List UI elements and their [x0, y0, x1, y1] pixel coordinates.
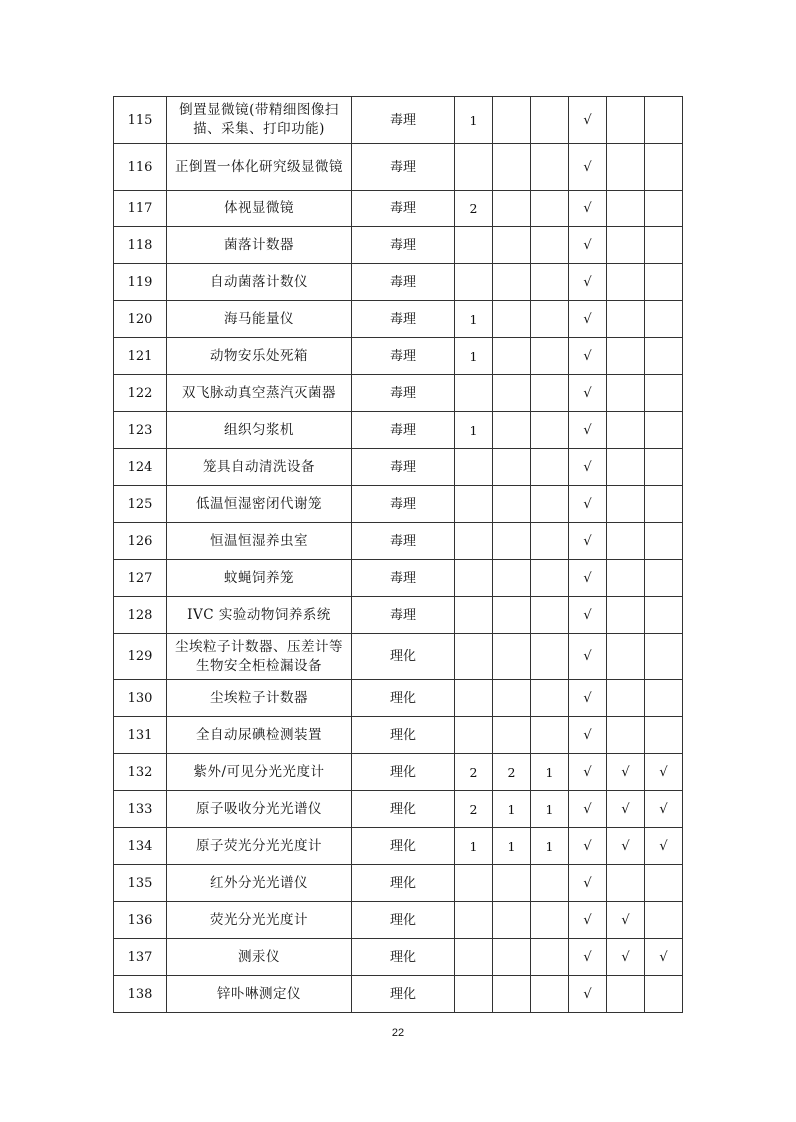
check-3-cell [645, 412, 683, 449]
count-3-cell [531, 634, 569, 680]
equipment-table [113, 96, 683, 1013]
table-row [114, 791, 683, 828]
check-2-cell [607, 634, 645, 680]
count-1-cell [455, 449, 493, 486]
check-2-cell [607, 264, 645, 301]
check-3-cell [645, 191, 683, 227]
department-cell: 毒理 [352, 412, 455, 449]
check-3-cell: √ [645, 791, 683, 828]
equipment-name-cell: IVC 实验动物饲养系统 [167, 597, 352, 634]
equipment-name-cell: 荧光分光光度计 [167, 902, 352, 939]
check-1-cell: √ [569, 902, 607, 939]
count-3-cell [531, 375, 569, 412]
check-2-cell [607, 680, 645, 717]
item-number-cell: 116 [114, 144, 167, 191]
equipment-name-cell: 紫外/可见分光光度计 [167, 754, 352, 791]
table-row [114, 754, 683, 791]
count-1-cell [455, 902, 493, 939]
count-2-cell [493, 939, 531, 976]
count-3-cell [531, 97, 569, 144]
item-number-cell: 121 [114, 338, 167, 375]
count-2-cell [493, 865, 531, 902]
equipment-name-cell: 恒温恒湿养虫室 [167, 523, 352, 560]
count-3-cell: 1 [531, 791, 569, 828]
check-3-cell [645, 227, 683, 264]
equipment-name-cell: 动物安乐处死箱 [167, 338, 352, 375]
equipment-name-cell: 正倒置一体化研究级显微镜 [167, 144, 352, 191]
equipment-name-cell: 倒置显微镜(带精细图像扫描、采集、打印功能) [167, 97, 352, 144]
check-3-cell [645, 449, 683, 486]
table-row [114, 338, 683, 375]
check-2-cell [607, 523, 645, 560]
check-1-cell: √ [569, 680, 607, 717]
department-cell: 理化 [352, 791, 455, 828]
check-3-cell [645, 680, 683, 717]
count-1-cell [455, 939, 493, 976]
count-2-cell [493, 634, 531, 680]
item-number-cell: 128 [114, 597, 167, 634]
check-1-cell: √ [569, 976, 607, 1013]
check-1-cell: √ [569, 375, 607, 412]
check-2-cell [607, 301, 645, 338]
check-2-cell [607, 191, 645, 227]
item-number-cell: 115 [114, 97, 167, 144]
item-number-cell: 130 [114, 680, 167, 717]
count-1-cell [455, 523, 493, 560]
check-3-cell [645, 523, 683, 560]
department-cell: 毒理 [352, 191, 455, 227]
check-1-cell: √ [569, 523, 607, 560]
count-3-cell [531, 191, 569, 227]
check-2-cell: √ [607, 902, 645, 939]
count-3-cell [531, 560, 569, 597]
check-3-cell: √ [645, 828, 683, 865]
check-1-cell: √ [569, 597, 607, 634]
count-1-cell: 1 [455, 301, 493, 338]
count-3-cell: 1 [531, 754, 569, 791]
check-3-cell [645, 486, 683, 523]
table-row [114, 717, 683, 754]
count-2-cell [493, 301, 531, 338]
department-cell: 毒理 [352, 560, 455, 597]
table-row [114, 523, 683, 560]
department-cell: 毒理 [352, 301, 455, 338]
item-number-cell: 117 [114, 191, 167, 227]
table-row [114, 227, 683, 264]
table-row [114, 412, 683, 449]
count-3-cell [531, 338, 569, 375]
equipment-name-cell: 体视显微镜 [167, 191, 352, 227]
check-3-cell [645, 301, 683, 338]
item-number-cell: 129 [114, 634, 167, 680]
check-3-cell [645, 144, 683, 191]
check-3-cell [645, 717, 683, 754]
department-cell: 毒理 [352, 486, 455, 523]
item-number-cell: 120 [114, 301, 167, 338]
check-2-cell [607, 97, 645, 144]
check-1-cell: √ [569, 486, 607, 523]
equipment-name-cell: 全自动尿碘检测装置 [167, 717, 352, 754]
count-1-cell [455, 264, 493, 301]
count-3-cell [531, 717, 569, 754]
equipment-name-cell: 原子吸收分光光谱仪 [167, 791, 352, 828]
check-3-cell [645, 634, 683, 680]
equipment-name-cell: 测汞仪 [167, 939, 352, 976]
equipment-name-cell: 海马能量仪 [167, 301, 352, 338]
check-2-cell [607, 597, 645, 634]
item-number-cell: 131 [114, 717, 167, 754]
item-number-cell: 137 [114, 939, 167, 976]
table-row [114, 902, 683, 939]
department-cell: 理化 [352, 634, 455, 680]
count-3-cell [531, 865, 569, 902]
count-1-cell: 2 [455, 754, 493, 791]
count-3-cell [531, 523, 569, 560]
table-row [114, 486, 683, 523]
check-2-cell [607, 338, 645, 375]
item-number-cell: 135 [114, 865, 167, 902]
department-cell: 毒理 [352, 449, 455, 486]
department-cell: 理化 [352, 680, 455, 717]
count-2-cell [493, 597, 531, 634]
check-2-cell [607, 865, 645, 902]
count-2-cell [493, 191, 531, 227]
check-2-cell [607, 486, 645, 523]
count-1-cell: 1 [455, 412, 493, 449]
check-2-cell [607, 227, 645, 264]
check-2-cell [607, 449, 645, 486]
check-3-cell [645, 264, 683, 301]
count-1-cell [455, 717, 493, 754]
equipment-name-cell: 双飞脉动真空蒸汽灭菌器 [167, 375, 352, 412]
check-1-cell: √ [569, 338, 607, 375]
department-cell: 理化 [352, 976, 455, 1013]
equipment-name-cell: 笼具自动清洗设备 [167, 449, 352, 486]
count-1-cell [455, 976, 493, 1013]
count-2-cell [493, 902, 531, 939]
department-cell: 理化 [352, 939, 455, 976]
check-1-cell: √ [569, 828, 607, 865]
count-3-cell [531, 412, 569, 449]
count-2-cell [493, 976, 531, 1013]
table-row [114, 191, 683, 227]
department-cell: 毒理 [352, 338, 455, 375]
count-3-cell [531, 227, 569, 264]
item-number-cell: 126 [114, 523, 167, 560]
count-3-cell [531, 939, 569, 976]
department-cell: 理化 [352, 902, 455, 939]
department-cell: 毒理 [352, 97, 455, 144]
count-1-cell: 2 [455, 791, 493, 828]
count-3-cell [531, 902, 569, 939]
equipment-name-cell: 尘埃粒子计数器 [167, 680, 352, 717]
count-2-cell [493, 449, 531, 486]
equipment-name-cell: 组织匀浆机 [167, 412, 352, 449]
table-row [114, 97, 683, 144]
check-2-cell [607, 560, 645, 597]
check-1-cell: √ [569, 412, 607, 449]
check-3-cell [645, 338, 683, 375]
equipment-name-cell: 尘埃粒子计数器、压差计等生物安全柜检漏设备 [167, 634, 352, 680]
check-2-cell: √ [607, 939, 645, 976]
count-3-cell [531, 144, 569, 191]
department-cell: 毒理 [352, 144, 455, 191]
table-row [114, 144, 683, 191]
count-1-cell [455, 375, 493, 412]
count-1-cell [455, 680, 493, 717]
table-row [114, 597, 683, 634]
count-3-cell [531, 976, 569, 1013]
table-row [114, 976, 683, 1013]
check-3-cell [645, 97, 683, 144]
check-3-cell [645, 902, 683, 939]
department-cell: 理化 [352, 828, 455, 865]
check-3-cell [645, 597, 683, 634]
department-cell: 理化 [352, 754, 455, 791]
check-2-cell: √ [607, 828, 645, 865]
count-3-cell [531, 301, 569, 338]
check-1-cell: √ [569, 791, 607, 828]
count-1-cell [455, 144, 493, 191]
count-1-cell: 2 [455, 191, 493, 227]
count-1-cell [455, 865, 493, 902]
equipment-name-cell: 锌卟啉测定仪 [167, 976, 352, 1013]
count-2-cell [493, 486, 531, 523]
table-row [114, 680, 683, 717]
item-number-cell: 134 [114, 828, 167, 865]
count-2-cell [493, 227, 531, 264]
check-1-cell: √ [569, 939, 607, 976]
equipment-name-cell: 低温恒湿密闭代谢笼 [167, 486, 352, 523]
equipment-name-cell: 红外分光光谱仪 [167, 865, 352, 902]
department-cell: 毒理 [352, 264, 455, 301]
check-3-cell [645, 865, 683, 902]
count-1-cell [455, 634, 493, 680]
table-row [114, 939, 683, 976]
table-row [114, 449, 683, 486]
equipment-name-cell: 菌落计数器 [167, 227, 352, 264]
item-number-cell: 124 [114, 449, 167, 486]
check-1-cell: √ [569, 191, 607, 227]
item-number-cell: 122 [114, 375, 167, 412]
count-3-cell [531, 597, 569, 634]
department-cell: 理化 [352, 865, 455, 902]
check-2-cell [607, 375, 645, 412]
check-1-cell: √ [569, 634, 607, 680]
count-1-cell: 1 [455, 828, 493, 865]
count-2-cell: 1 [493, 828, 531, 865]
count-1-cell [455, 560, 493, 597]
check-3-cell: √ [645, 754, 683, 791]
count-2-cell [493, 523, 531, 560]
department-cell: 毒理 [352, 375, 455, 412]
count-3-cell: 1 [531, 828, 569, 865]
item-number-cell: 119 [114, 264, 167, 301]
item-number-cell: 127 [114, 560, 167, 597]
check-1-cell: √ [569, 227, 607, 264]
equipment-name-cell: 自动菌落计数仪 [167, 264, 352, 301]
check-3-cell [645, 976, 683, 1013]
count-1-cell [455, 597, 493, 634]
check-2-cell: √ [607, 754, 645, 791]
table-row [114, 865, 683, 902]
check-1-cell: √ [569, 865, 607, 902]
department-cell: 毒理 [352, 523, 455, 560]
count-1-cell: 1 [455, 97, 493, 144]
table-row [114, 634, 683, 680]
count-1-cell [455, 227, 493, 264]
equipment-table-body [114, 97, 683, 1013]
equipment-name-cell: 原子荧光分光光度计 [167, 828, 352, 865]
item-number-cell: 133 [114, 791, 167, 828]
count-2-cell [493, 375, 531, 412]
check-2-cell [607, 976, 645, 1013]
count-2-cell [493, 144, 531, 191]
count-2-cell [493, 338, 531, 375]
table-row [114, 828, 683, 865]
item-number-cell: 125 [114, 486, 167, 523]
count-2-cell [493, 97, 531, 144]
item-number-cell: 132 [114, 754, 167, 791]
check-3-cell [645, 375, 683, 412]
count-2-cell [493, 264, 531, 301]
check-1-cell: √ [569, 560, 607, 597]
count-3-cell [531, 486, 569, 523]
table-row [114, 560, 683, 597]
item-number-cell: 138 [114, 976, 167, 1013]
check-2-cell [607, 144, 645, 191]
count-2-cell [493, 412, 531, 449]
check-2-cell: √ [607, 791, 645, 828]
equipment-name-cell: 蚊蝇饲养笼 [167, 560, 352, 597]
count-3-cell [531, 680, 569, 717]
check-2-cell [607, 717, 645, 754]
item-number-cell: 123 [114, 412, 167, 449]
check-1-cell: √ [569, 144, 607, 191]
department-cell: 理化 [352, 717, 455, 754]
page-number: 22 [391, 1027, 405, 1039]
count-3-cell [531, 449, 569, 486]
check-1-cell: √ [569, 754, 607, 791]
check-2-cell [607, 412, 645, 449]
count-2-cell: 2 [493, 754, 531, 791]
check-1-cell: √ [569, 449, 607, 486]
item-number-cell: 118 [114, 227, 167, 264]
check-1-cell: √ [569, 97, 607, 144]
count-1-cell [455, 486, 493, 523]
department-cell: 毒理 [352, 597, 455, 634]
item-number-cell: 136 [114, 902, 167, 939]
table-row [114, 301, 683, 338]
count-3-cell [531, 264, 569, 301]
table-row [114, 375, 683, 412]
check-1-cell: √ [569, 717, 607, 754]
count-2-cell: 1 [493, 791, 531, 828]
count-1-cell: 1 [455, 338, 493, 375]
count-2-cell [493, 680, 531, 717]
count-2-cell [493, 717, 531, 754]
department-cell: 毒理 [352, 227, 455, 264]
check-1-cell: √ [569, 264, 607, 301]
check-3-cell: √ [645, 939, 683, 976]
check-1-cell: √ [569, 301, 607, 338]
table-row [114, 264, 683, 301]
count-2-cell [493, 560, 531, 597]
check-3-cell [645, 560, 683, 597]
